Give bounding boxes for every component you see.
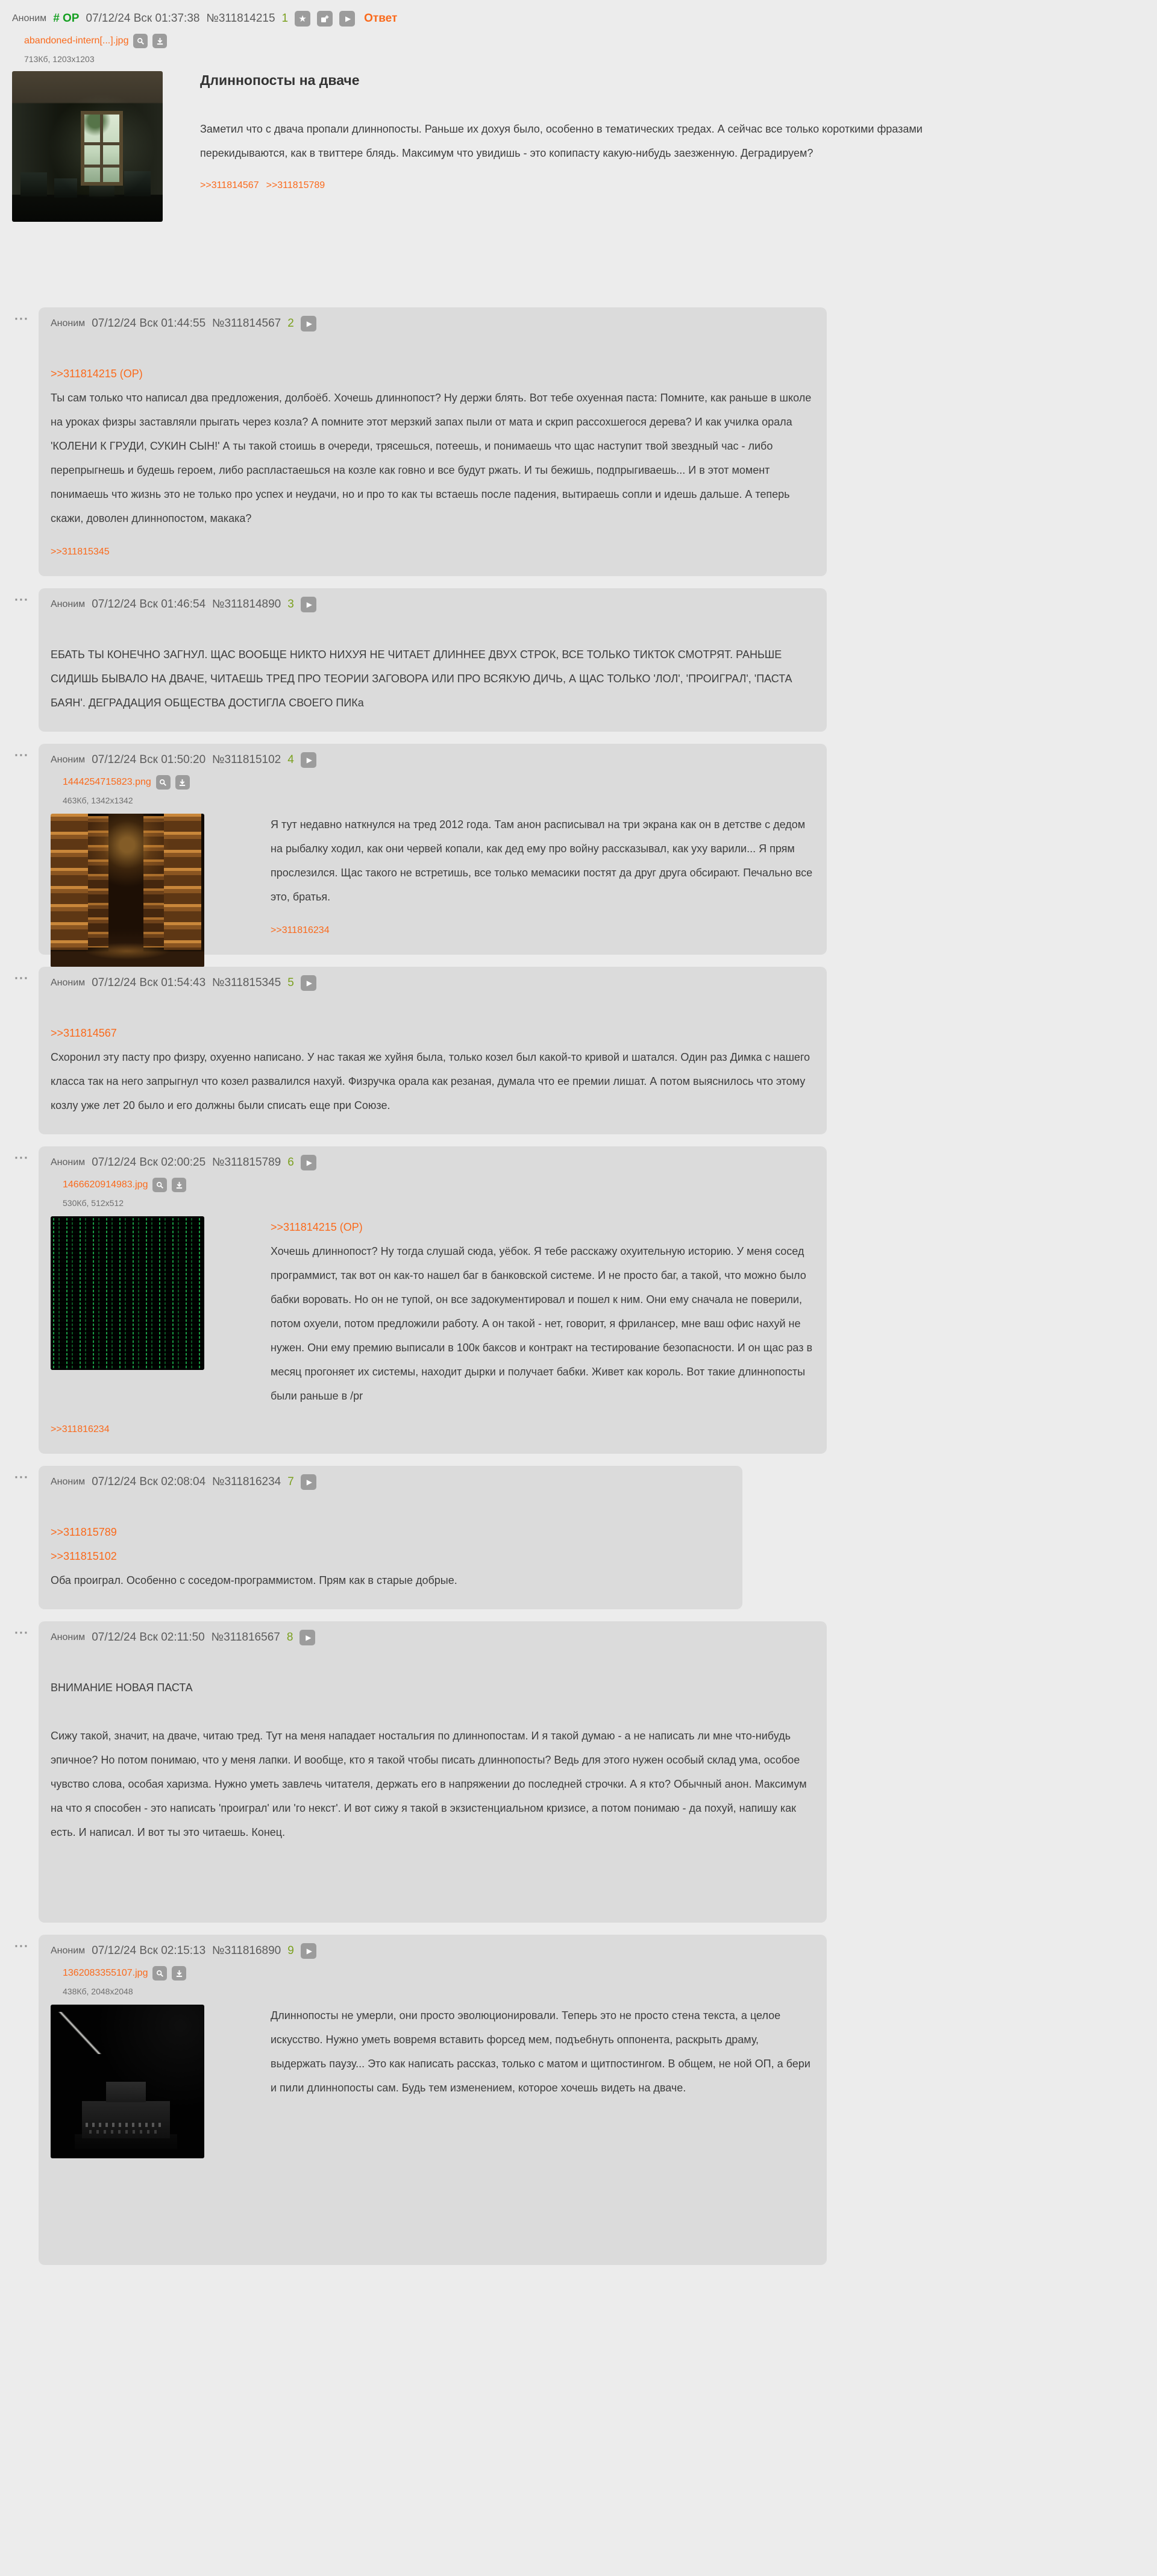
post-body xyxy=(200,71,965,193)
post-body xyxy=(271,812,815,909)
quote-link[interactable]: >>311815789 xyxy=(51,1526,117,1538)
post-text: ЕБАТЬ ТЫ КОНЕЧНО ЗАГНУЛ. ЩАС ВООБЩЕ НИКТО НИХУЯ НЕ ЧИТАЕТ ДЛИННЕЕ ДВУХ СТРОК, ВСЕ ТОЛЬКО ТИКТОК СМОТРЯТ. РАНЬШЕ СИДИШЬ БЫВАЛО НА ДВАЧЕ, ЧИТАЕШЬ ТРЕД ПРО ТЕОРИИ ЗАГОВОРА ИЛИ ПРО ВСЯКУЮ ДИЧЬ, А ЩАС ТОЛЬКО 'ЛОЛ', 'ПРОИГРАЛ', 'ПАСТА БАЯН'. ДЕГРАДАЦИЯ ОБЩЕСТВА ДОСТИГЛА СВОЕГО ПИКа xyxy=(51,649,792,709)
post-text: ВНИМАНИЕ НОВАЯ ПАСТА xyxy=(51,1682,193,1694)
post-op xyxy=(12,11,1145,193)
post-thumbnail[interactable] xyxy=(51,814,204,967)
post-ordinal-link[interactable]: 1 xyxy=(281,12,289,25)
magnifier-icon xyxy=(156,1970,164,1978)
magnifier-icon xyxy=(137,37,145,45)
post-body xyxy=(51,1021,815,1117)
post xyxy=(14,307,827,576)
play-icon: ▶ xyxy=(306,979,312,987)
post-date: 07/12/24 Вск 02:08:04 xyxy=(92,1475,206,1488)
post-ordinal-link[interactable]: 7 xyxy=(287,1475,294,1488)
post-number-link[interactable]: №311816234 xyxy=(212,1475,281,1488)
play-button[interactable] xyxy=(301,752,316,768)
post-body xyxy=(271,2003,815,2100)
backlink[interactable]: >>311814567 xyxy=(200,180,259,190)
magnifier-icon xyxy=(159,779,167,787)
post-text: Сижу такой, значит, на дваче, читаю тред. Тут на меня нападает ностальгия по длиннопостам. И я такой думаю - а не написать ли мне что-нибудь эпичное? Но потом понимаю, что у меня лапки. И вообще, кто я такой чтобы писать длиннопосты? Ведь для этого нужен особый склад ума, особое чувство слова, особая харизма. Нужно уметь завлечь читателя, держать его в напряжении до последней строчки. А я кто? Обычный анон. Максимум на что я способен - это написать 'проиграл' или 'го некст'. И вот сижу я такой в экзистенциальном кризисе, а потом понимаю - да похуй, напишу как есть. И написал. И вот ты это читаешь. Конец. xyxy=(51,1730,807,1838)
post-header xyxy=(51,752,815,768)
plus-square-icon xyxy=(321,14,329,23)
post-thumbnail[interactable] xyxy=(12,71,163,222)
star-icon: ★ xyxy=(298,13,307,24)
file-download-button[interactable] xyxy=(172,1966,186,1981)
quote-link[interactable]: >>311814215 (OP) xyxy=(51,368,143,380)
post xyxy=(14,1621,827,1923)
poster-name: Аноним xyxy=(51,318,86,328)
post-header xyxy=(51,1474,730,1490)
backlink[interactable]: >>311816234 xyxy=(271,925,330,935)
play-button[interactable] xyxy=(301,316,316,331)
post-menu-dots[interactable]: ··· xyxy=(14,749,29,762)
play-icon: ▶ xyxy=(345,14,351,23)
file-search-button[interactable] xyxy=(152,1178,167,1192)
file-name-link[interactable]: 1444254715823.png xyxy=(63,777,151,787)
post-body xyxy=(51,1520,730,1592)
file-download-button[interactable] xyxy=(175,775,190,790)
post-menu-dots[interactable]: ··· xyxy=(14,312,29,326)
play-icon: ▶ xyxy=(306,600,312,609)
play-button[interactable] xyxy=(301,1474,316,1490)
post-date: 07/12/24 Вск 01:46:54 xyxy=(92,598,206,611)
post-body xyxy=(51,362,815,530)
post xyxy=(14,1146,827,1454)
play-button[interactable] xyxy=(301,597,316,612)
post-text: Оба проиграл. Особенно с соседом-программистом. Прям как в старые добрые. xyxy=(51,1574,457,1586)
post-number-link[interactable]: №311816567 xyxy=(211,1631,280,1644)
post-ordinal-link[interactable]: 6 xyxy=(287,1156,294,1169)
file-line xyxy=(63,775,815,790)
post-number-link[interactable]: №311814215 xyxy=(206,12,275,25)
post-date: 07/12/24 Вск 01:37:38 xyxy=(86,12,200,25)
post-text: Длиннопосты не умерли, они просто эволюционировали. Теперь это не просто стена текста, а целое искусство. Нужно уметь вовремя вставить форсед мем, подъебнуть оппонента, раскрыть драму, выдержать паузу... Это как написать рассказ, только с матом и щитпостингом. В общем, не ной ОП, а бери и пили длиннопосты сам. Будь тем изменением, которое хочешь видеть на дваче. xyxy=(271,2009,811,2094)
file-meta: 713Кб, 1203x1203 xyxy=(24,54,95,64)
post xyxy=(14,1466,742,1609)
post-text: Заметил что с двача пропали длиннопосты. Раньше их дохуя было, особенно в тематических тредах. А сейчас все только короткими фразами перекидываются, как в твиттере блядь. Максимум что увидишь - это копипасту какую-нибудь заезженную. Деградируем? xyxy=(200,123,923,159)
play-button[interactable] xyxy=(339,11,355,27)
post-date: 07/12/24 Вск 02:15:13 xyxy=(92,1944,206,1957)
play-icon: ▶ xyxy=(306,1478,312,1486)
post-thumbnail[interactable] xyxy=(51,2005,204,2158)
post-number-link[interactable]: №311814890 xyxy=(212,598,281,611)
post-menu-dots[interactable]: ··· xyxy=(14,972,29,985)
post-date: 07/12/24 Вск 01:44:55 xyxy=(92,317,206,330)
post xyxy=(14,1935,827,2265)
poster-name: Аноним xyxy=(51,599,86,609)
poster-name: Аноним xyxy=(51,755,86,765)
star-button[interactable] xyxy=(295,11,310,27)
post-ordinal-link[interactable]: 8 xyxy=(286,1631,293,1644)
poster-name: Аноним xyxy=(51,1157,86,1167)
play-icon: ▶ xyxy=(306,319,312,328)
post-ordinal-link[interactable]: 9 xyxy=(287,1944,294,1957)
post-date: 07/12/24 Вск 01:54:43 xyxy=(92,976,206,989)
poster-name: Аноним xyxy=(51,1632,86,1642)
post-date: 07/12/24 Вск 02:00:25 xyxy=(92,1156,206,1169)
download-icon xyxy=(156,37,164,45)
file-download-button[interactable] xyxy=(172,1178,186,1192)
post-body xyxy=(51,642,815,715)
post-menu-dots[interactable]: ··· xyxy=(14,1471,29,1484)
quote-link[interactable]: >>311814567 xyxy=(51,1027,117,1039)
post-ordinal-link[interactable]: 2 xyxy=(287,317,294,330)
play-icon: ▶ xyxy=(306,756,312,764)
quote-link[interactable]: >>311815102 xyxy=(51,1550,117,1562)
post-text: Ты сам только что написал два предложения, долбоёб. Хочешь длиннопост? Ну держи блять. Вот тебе охуенная паста: Помните, как раньше в школе на уроках физры заставляли прыгать через козла? А помните этот мерзкий запах пыли от мата и скрип рассохшегося дерева? И как училка орала 'КОЛЕНИ К ГРУДИ, СУКИН СЫН!' А ты такой стоишь в очереди, трясешься, потеешь, и понимаешь что щас наступит твой звездный час - либо перепрыгнешь и будешь героем, либо распластаешься на козле как говно и все будут ржать. И ты бежишь, подпрыгиваешь... И в этот момент понимаешь что жизнь это не только про успех и неудачи, но и про то как ты встаешь после падения, вытираешь сопли и идешь дальше. А теперь скажи, доволен длиннопостом, макака? xyxy=(51,392,812,524)
play-icon: ▶ xyxy=(306,1158,312,1167)
post-thumbnail[interactable] xyxy=(51,1216,204,1370)
post-header xyxy=(51,975,815,991)
post-number-link[interactable]: №311814567 xyxy=(212,317,281,330)
file-meta: 438Кб, 2048x2048 xyxy=(63,1987,133,1996)
post xyxy=(14,744,827,955)
plus-square-button[interactable] xyxy=(317,11,333,27)
paragraph-gap xyxy=(51,1700,815,1724)
post-menu-dots[interactable]: ··· xyxy=(14,1151,29,1165)
post-number-link[interactable]: №311815789 xyxy=(212,1156,281,1169)
play-button[interactable] xyxy=(301,975,316,991)
file-search-button[interactable] xyxy=(156,775,171,790)
post-menu-dots[interactable]: ··· xyxy=(14,1940,29,1953)
backlink[interactable]: >>311815789 xyxy=(266,180,325,190)
post-number-link[interactable]: №311816890 xyxy=(212,1944,281,1957)
post-text: Я тут недавно наткнулся на тред 2012 года. Там анон расписывал на три экрана как он в детстве с дедом на рыбалку ходил, как они червей копали, как дед ему про войну рассказывал, как уху варили... Я прям прослезился. Щас такого не встретишь, все только мемасики постят да друг друга обсирают. Печально все это, братья. xyxy=(271,818,813,903)
download-icon xyxy=(175,1970,183,1978)
poster-name: Аноним xyxy=(51,1477,86,1487)
file-meta: 530Кб, 512x512 xyxy=(63,1198,124,1208)
post-header xyxy=(51,1155,815,1170)
post-menu-dots[interactable]: ··· xyxy=(14,1626,29,1640)
backlink[interactable]: >>311816234 xyxy=(51,1424,110,1434)
file-search-button[interactable] xyxy=(133,34,148,48)
quote-link[interactable]: >>311814215 (OP) xyxy=(271,1221,363,1233)
post xyxy=(14,967,827,1134)
play-icon: ▶ xyxy=(306,1633,312,1642)
post-text: Хочешь длиннопост? Ну тогда слушай сюда, уёбок. Я тебе расскажу охуительную историю. У меня сосед программист, так вот он как-то нашел баг в банковской системе. И не просто баг, а такой, что можно было бабки воровать. Но он не тупой, он все задокументировал и пошел к ним. Они ему сначала не поверили, потом охуели, потом предложили работу. А он такой - нет, говорит, я фрилансер, мне ваш офис нахуй не нужен. Они ему премию выписали в 100к баксов и контракт на тестирование безопасности. И он щас раз в месяц прогоняет их системы, находит дырки и получает бабки. Живет как король. Вот такие длиннопосты были раньше в /pr xyxy=(271,1245,813,1402)
post-title: Длиннопосты на дваче xyxy=(200,72,360,88)
file-line xyxy=(24,34,1145,48)
file-line xyxy=(63,1966,815,1981)
post-body xyxy=(271,1215,815,1408)
post-header xyxy=(51,1943,815,1959)
file-name-link[interactable]: 1466620914983.jpg xyxy=(63,1180,148,1190)
backlinks xyxy=(51,1422,815,1437)
play-button[interactable] xyxy=(299,1630,315,1645)
magnifier-icon xyxy=(156,1181,164,1189)
post-header xyxy=(51,597,815,612)
post xyxy=(14,588,827,732)
backlinks xyxy=(51,545,815,559)
post-header xyxy=(12,11,1145,27)
play-button[interactable] xyxy=(301,1943,316,1959)
post-ordinal-link[interactable]: 4 xyxy=(287,753,294,766)
backlink[interactable]: >>311815345 xyxy=(51,547,110,557)
poster-name: Аноним xyxy=(51,1946,86,1956)
play-icon: ▶ xyxy=(306,1947,312,1955)
post-number-link[interactable]: №311815102 xyxy=(212,753,281,766)
file-line xyxy=(63,1178,815,1192)
post-date: 07/12/24 Вск 01:50:20 xyxy=(92,753,206,766)
op-badge: # OP xyxy=(53,12,80,25)
post-ordinal-link[interactable]: 3 xyxy=(287,598,294,611)
poster-name: Аноним xyxy=(12,13,47,24)
post-text: Схоронил эту пасту про физру, охуенно написано. У нас такая же хуйня была, только козел был какой-то кривой и шатался. Один раз Димка с нашего класса так на него запрыгнул что козел развалился нахуй. Физручка орала как резаная, думала что ее премии лишат. А потом выяснилось что этому козлу уже лет 20 было и его должны были списать еще при Союзе. xyxy=(51,1051,811,1111)
post-date: 07/12/24 Вск 02:11:50 xyxy=(92,1631,205,1644)
post-body xyxy=(51,1676,815,1844)
download-icon xyxy=(178,779,186,787)
poster-name: Аноним xyxy=(51,978,86,988)
post-ordinal-link[interactable]: 5 xyxy=(287,976,294,989)
file-name-link[interactable]: abandoned-intern[...].jpg xyxy=(24,36,129,46)
post-number-link[interactable]: №311815345 xyxy=(212,976,281,989)
backlinks xyxy=(200,178,965,193)
post-header xyxy=(51,1630,815,1645)
file-download-button[interactable] xyxy=(152,34,167,48)
post-menu-dots[interactable]: ··· xyxy=(14,593,29,607)
file-search-button[interactable] xyxy=(152,1966,167,1981)
play-button[interactable] xyxy=(301,1155,316,1170)
download-icon xyxy=(175,1181,183,1189)
file-name-link[interactable]: 1362083355107.jpg xyxy=(63,1968,148,1978)
file-meta: 463Кб, 1342x1342 xyxy=(63,796,133,805)
post-header xyxy=(51,316,815,331)
reply-button[interactable]: Ответ xyxy=(364,12,398,25)
